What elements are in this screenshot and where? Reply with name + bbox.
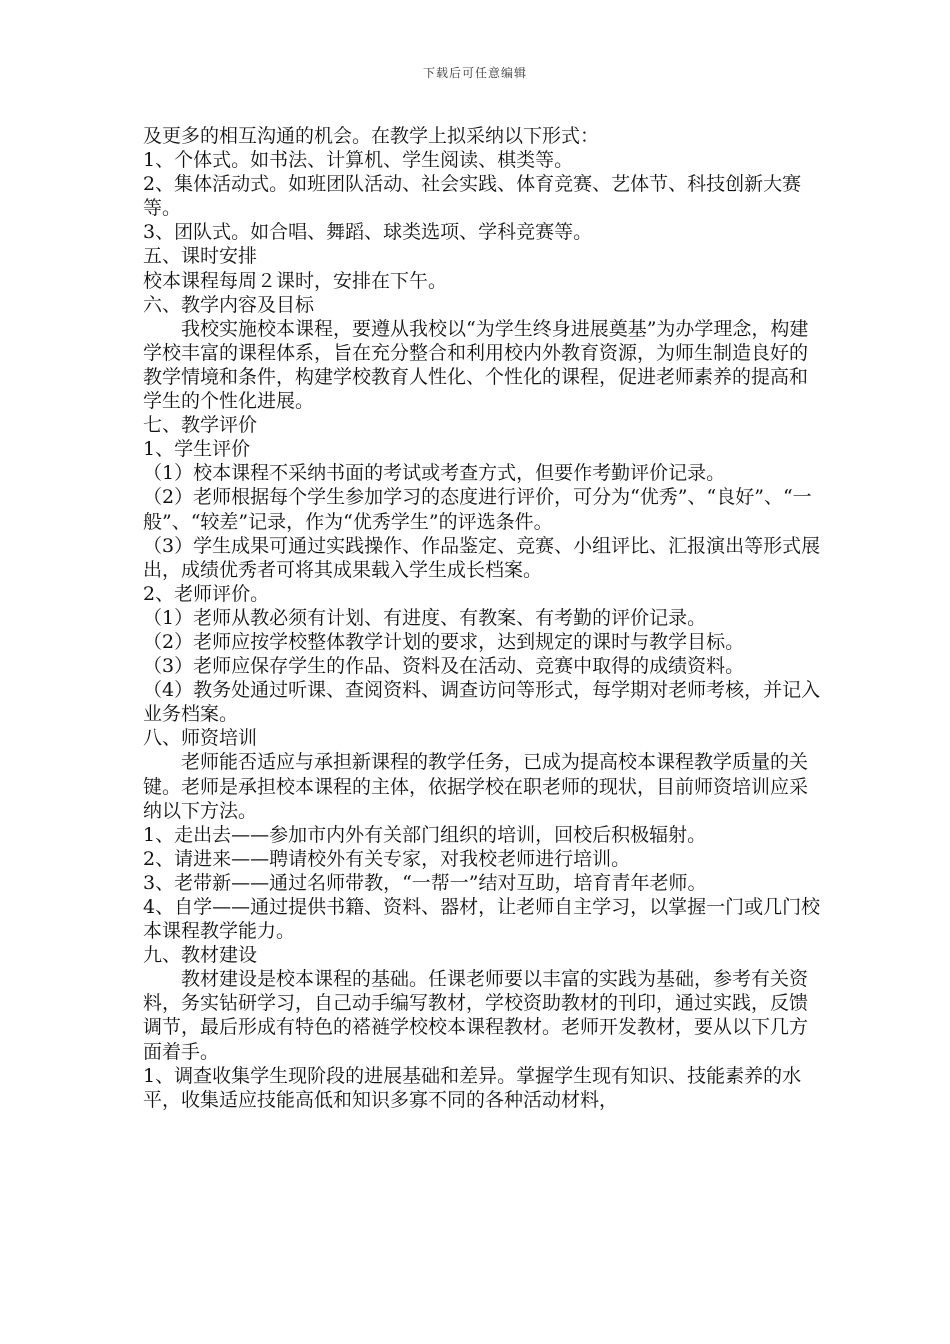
list-item: 4、自学——通过提供书籍、资料、器材，让老师自主学习，以掌握一门或几门校本课程教学能力。 [143,896,821,943]
paragraph: 及更多的相互沟通的机会。在教学上拟采纳以下形式： [143,125,600,147]
list-item: （1）校本课程不采纳书面的考试或考查方式，但要作考勤评价记录。 [143,462,726,485]
list-item: （4）教务处通过听课、查阅资料、调查访问等形式，每学期对老师考核，并记入业务档案。 [143,679,821,726]
subsection-heading: 2、老师评价。 [143,582,270,605]
list-item: （1）老师从教必须有计划、有进度、有教案、有考勤的评价记录。 [143,606,707,629]
list-item: 2、集体活动式。如班团队活动、社会实践、体育竞赛、艺体节、科技创新大赛等。 [143,173,802,220]
list-item: （2）老师根据每个学生参加学习的态度进行评价，可分为“优秀”、“良好”、“一般”、“较差”记录，作为“优秀学生”的评选条件。 [143,486,812,533]
paragraph: 我校实施校本课程，要遵从我校以“为学生终身进展奠基”为办学理念，构建学校丰富的课程体系，旨在充分整合和利用校内外教育资源，为师生制造良好的教学情境和条件，构建学校教育人性化、个性化的课程，促进老师素养的提高和学生的个性化进展。 [143,317,809,413]
list-item: 2、请进来——聘请校外有关专家，对我校老师进行培训。 [143,847,631,870]
section-heading: 六、教学内容及目标 [143,293,315,316]
list-item: 3、老带新——通过名师带教，“一帮一”结对互助，培育青年老师。 [143,871,707,894]
list-item: 1、走出去——参加市内外有关部门组织的培训，回校后积极辐射。 [143,823,707,846]
section-heading: 五、课时安排 [143,245,258,268]
list-item: 1、个体式。如书法、计算机、学生阅读、棋类等。 [143,149,574,172]
list-item: （2）老师应按学校整体教学计划的要求，达到规定的课时与教学目标。 [143,630,745,653]
subsection-heading: 1、学生评价 [143,438,251,461]
list-item: 1、调查收集学生现阶段的进展基础和差异。掌握学生现有知识、技能素养的水平，收集适应技能高低和知识多寡不同的各种活动材料， [143,1064,802,1111]
paragraph: 老师能否适应与承担新课程的教学任务，已成为提高校本课程教学质量的关键。老师是承担校本课程的主体，依据学校在职老师的现状，目前师资培训应采纳以下方法。 [143,751,809,822]
section-heading: 七、教学评价 [143,414,258,437]
list-item: 3、团队式。如合唱、舞蹈、球类选项、学科竞赛等。 [143,221,593,244]
list-item: （3）老师应保存学生的作品、资料及在活动、竞赛中取得的成绩资料。 [143,655,745,678]
paragraph: 教材建设是校本课程的基础。任课老师要以丰富的实践为基础，参考有关资料，务实钻研学习，自己动手编写教材，学校资助教材的刊印，通过实践，反馈调节，最后形成有特色的褡裢学校校本课程教材。老师开发教材，要从以下几方面着手。 [143,968,809,1063]
section-heading: 九、教材建设 [143,944,258,967]
document-body [143,124,823,1112]
paragraph: 校本课程每周２课时，安排在下午。 [143,269,448,292]
list-item: （3）学生成果可通过实践操作、作品鉴定、竞赛、小组评比、汇报演出等形式展出，成绩优秀者可将其成果载入学生成长档案。 [143,534,821,581]
page-header: 下载后可任意编辑 [422,66,527,80]
section-heading: 八、师资培训 [143,727,258,750]
